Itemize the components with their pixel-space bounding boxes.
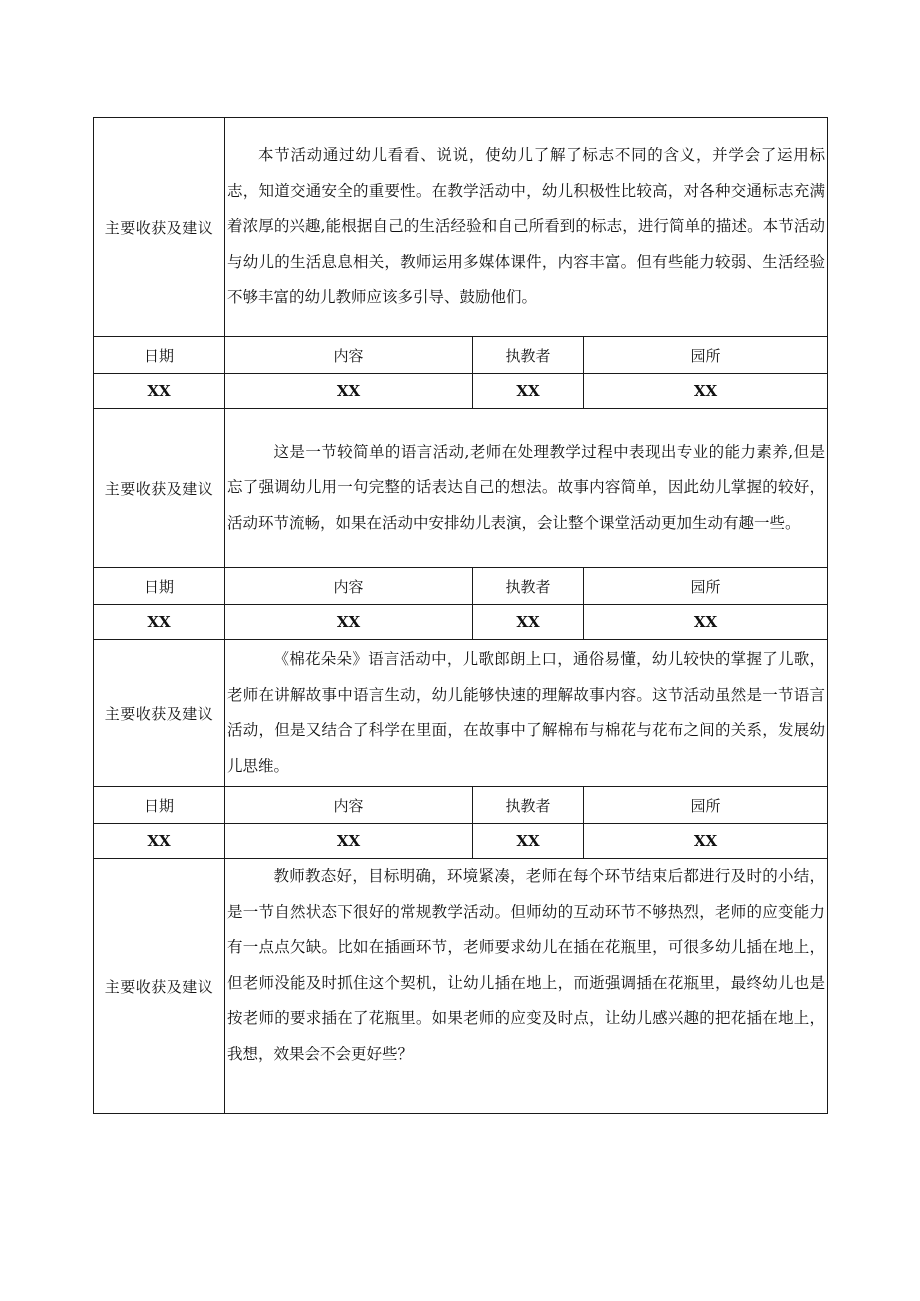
teaching-record-table	[93, 117, 828, 1114]
content-value: XX	[225, 605, 473, 640]
content-value: XX	[225, 374, 473, 409]
date-value: XX	[94, 605, 225, 640]
content-header: 内容	[225, 337, 473, 374]
content-header: 内容	[225, 568, 473, 605]
school-header: 园所	[584, 337, 828, 374]
school-header: 园所	[584, 787, 828, 824]
date-header: 日期	[94, 337, 225, 374]
header-row	[94, 787, 828, 824]
teacher-header: 执教者	[473, 787, 584, 824]
summary-label: 主要收获及建议	[94, 859, 225, 1114]
date-value: XX	[94, 824, 225, 859]
school-value: XX	[584, 824, 828, 859]
summary-row	[94, 118, 828, 337]
date-header: 日期	[94, 787, 225, 824]
header-row	[94, 337, 828, 374]
summary-label: 主要收获及建议	[94, 118, 225, 337]
summary-text: 《棉花朵朵》语言活动中，儿歌郎朗上口，通俗易懂，幼儿较快的掌握了儿歌，老师在讲解故事中语言生动，幼儿能够快速的理解故事内容。这节活动虽然是一节语言活动，但是又结合了科学在里面，在故事中了解棉布与棉花与花布之间的关系，发展幼儿思维。	[225, 640, 828, 787]
summary-row	[94, 859, 828, 1114]
content-header: 内容	[225, 787, 473, 824]
date-value: XX	[94, 374, 225, 409]
teacher-header: 执教者	[473, 568, 584, 605]
summary-label: 主要收获及建议	[94, 640, 225, 787]
summary-text: 这是一节较简单的语言活动,老师在处理教学过程中表现出专业的能力素养,但是忘了强调幼儿用一句完整的话表达自己的想法。故事内容简单，因此幼儿掌握的较好，活动环节流畅，如果在活动中安排幼儿表演，会让整个课堂活动更加生动有趣一些。	[225, 409, 828, 568]
school-value: XX	[584, 605, 828, 640]
header-row	[94, 568, 828, 605]
summary-text: 教师教态好，目标明确，环境紧凑，老师在每个环节结束后都进行及时的小结，是一节自然状态下很好的常规教学活动。但师幼的互动环节不够热烈，老师的应变能力有一点点欠缺。比如在插画环节，老师要求幼儿在插在花瓶里，可很多幼儿插在地上，但老师没能及时抓住这个契机，让幼儿插在地上，而逝强调插在花瓶里，最终幼儿也是按老师的要求插在了花瓶里。如果老师的应变及时点，让幼儿感兴趣的把花插在地上，我想，效果会不会更好些？	[225, 859, 828, 1114]
value-row	[94, 605, 828, 640]
value-row	[94, 374, 828, 409]
content-value: XX	[225, 824, 473, 859]
summary-text: 本节活动通过幼儿看看、说说，使幼儿了解了标志不同的含义，并学会了运用标志，知道交通安全的重要性。在教学活动中，幼儿积极性比较高，对各种交通标志充满着浓厚的兴趣,能根据自己的生活经验和自己所看到的标志，进行简单的描述。本节活动与幼儿的生活息息相关，教师运用多媒体课件，内容丰富。但有些能力较弱、生活经验不够丰富的幼儿教师应该多引导、鼓励他们。	[225, 118, 828, 337]
teacher-value: XX	[473, 374, 584, 409]
teacher-value: XX	[473, 605, 584, 640]
summary-label: 主要收获及建议	[94, 409, 225, 568]
school-header: 园所	[584, 568, 828, 605]
value-row	[94, 824, 828, 859]
summary-row	[94, 409, 828, 568]
summary-row	[94, 640, 828, 787]
school-value: XX	[584, 374, 828, 409]
date-header: 日期	[94, 568, 225, 605]
teacher-value: XX	[473, 824, 584, 859]
teacher-header: 执教者	[473, 337, 584, 374]
